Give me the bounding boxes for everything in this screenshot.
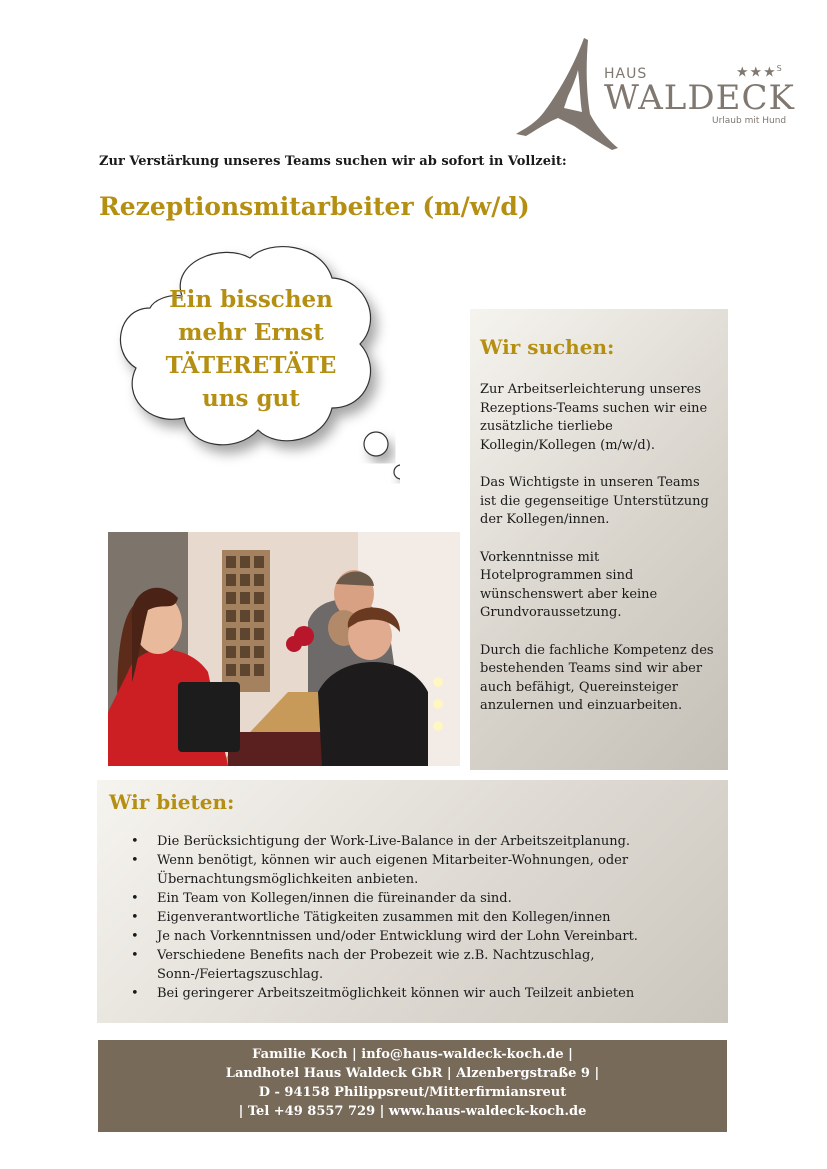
wir-suchen-section — [470, 309, 728, 770]
benefit-item: • Eigenverantwortliche Tätigkeiten zusammen mit den Kollegen/innen — [157, 908, 716, 927]
bubble-line: Ein bisschen — [169, 286, 333, 313]
benefit-item: • Ein Team von Kollegen/innen die füreinander da sind. — [157, 889, 716, 908]
benefit-item: • Wenn benötigt, können wir auch eigenen Mitarbeiter-Wohnungen, oder Übernachtungsmöglichkeiten anbieten. — [157, 851, 716, 889]
wir-suchen-paragraph: Vorkenntnisse mit Hotelprogrammen sind wünschenswert aber keine Grundvoraussetzung. — [480, 549, 658, 620]
logo-stars-sup: S — [776, 64, 783, 73]
benefits-list — [109, 832, 716, 1003]
wir-suchen-paragraph: Zur Arbeitserleichterung unseres Rezeptions-Teams suchen wir eine zusätzliche tierliebe Kollegin/Kollegen (m/w/d). — [480, 382, 708, 453]
contact-footer — [98, 1040, 727, 1132]
footer-line: Familie Koch | info@haus-waldeck-koch.de | — [252, 1047, 573, 1062]
wir-bieten-heading: Wir bieten: — [109, 790, 235, 814]
reception-photo — [108, 532, 460, 766]
thought-bubble-text — [140, 283, 362, 415]
wir-bieten-section — [97, 780, 728, 1023]
wir-suchen-paragraph: Durch die fachliche Kompetenz des bestehenden Teams sind wir aber auch befähigt, Quereinsteiger anzulernen und einzuarbeiten. — [480, 642, 714, 713]
logo-haus-text: HAUS — [604, 66, 648, 82]
hotel-logo — [514, 30, 796, 156]
wir-suchen-heading: Wir suchen: — [480, 335, 615, 359]
bubble-line: TÄTERETÄTE — [165, 352, 337, 379]
footer-line: | Tel +49 8557 729 | www.haus-waldeck-koch.de — [238, 1104, 587, 1119]
job-title: Rezeptionsmitarbeiter (m/w/d) — [99, 192, 530, 221]
benefit-item: • Die Berücksichtigung der Work-Live-Balance in der Arbeitszeitplanung. — [157, 832, 716, 851]
logo-star-icons: ★★★ — [736, 64, 777, 81]
logo-tagline: Urlaub mit Hund — [712, 116, 787, 126]
benefit-item: • Bei geringerer Arbeitszeitmöglichkeit können wir auch Teilzeit anbieten — [157, 984, 716, 1003]
bubble-line: uns gut — [202, 385, 300, 412]
intro-text: Zur Verstärkung unseres Teams suchen wir ab sofort in Vollzeit: — [99, 154, 567, 169]
bubble-line: mehr Ernst — [178, 319, 324, 346]
logo-name-text: WALDECK — [604, 78, 795, 118]
benefit-item: • Verschiedene Benefits nach der Probezeit wie z.B. Nachtzuschlag, Sonn-/Feiertagszuschlag. — [157, 946, 716, 984]
footer-line: D - 94158 Philippsreut/Mitterfirmiansreut — [258, 1085, 567, 1100]
footer-line: Landhotel Haus Waldeck GbR | Alzenbergstraße 9 | — [225, 1066, 600, 1081]
benefit-item: • Je nach Vorkenntnissen und/oder Entwicklung wird der Lohn Vereinbart. — [157, 927, 716, 946]
wir-suchen-paragraph: Das Wichtigste in unseren Teams ist die gegenseitige Unterstützung der Kollegen/innen. — [480, 475, 709, 527]
